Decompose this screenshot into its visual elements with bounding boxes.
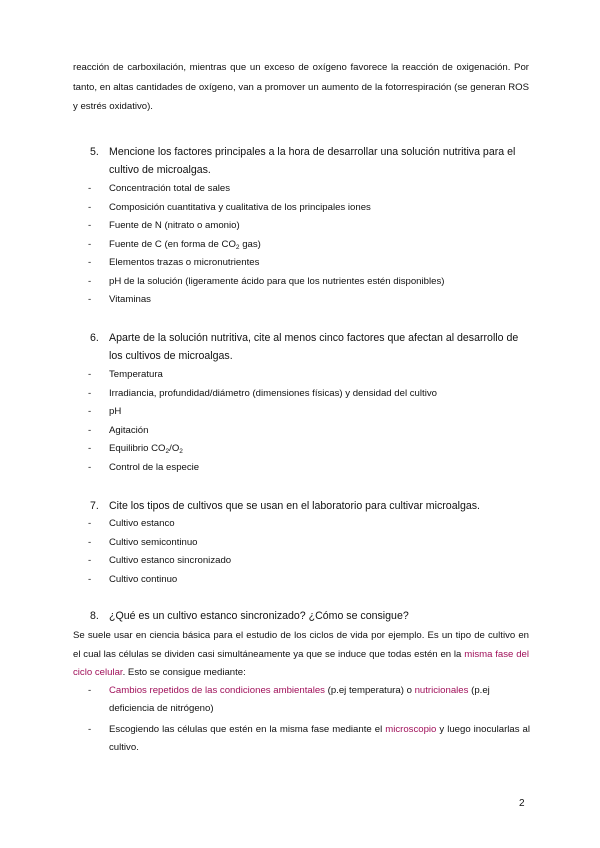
q6-list xyxy=(88,366,530,477)
list-item: - Temperatura xyxy=(88,369,163,380)
highlight-text: nutricionales xyxy=(414,685,469,696)
list-item: - Cultivo estanco xyxy=(88,518,175,529)
question-6 xyxy=(90,329,530,365)
question-8 xyxy=(90,607,530,625)
question-text: Mencione los factores principales a la hora de desarrollar una solución nutritiva para el cultivo de microalgas. xyxy=(109,146,516,176)
highlight-text: Cambios repetidos de las condiciones ambientales xyxy=(109,685,325,696)
list-item: - Equilibrio $CO_2/O_2$ xyxy=(88,443,183,455)
question-number: 5. xyxy=(90,146,99,158)
list-item: - Cultivo semicontinuo xyxy=(88,536,198,548)
list-item: - Cultivo estanco sincronizado xyxy=(88,555,232,566)
list-item: - Elementos trazas o micronutrientes xyxy=(88,257,260,268)
intro-paragraph: reacción de carboxilación, mientras que un exceso de oxígeno favorece la reacción de oxigenación. Por tanto, en altas cantidades de oxígeno, van a promover un aumento de la fotorrespiración (se generan ROS y estrés oxidativo). xyxy=(73,62,529,112)
list-item: - Escogiendo las células que estén en la misma fase mediante el microscopio y luego inocularlas al cultivo. xyxy=(88,724,530,753)
page-number: 2 xyxy=(519,798,525,809)
list-item: - Control de la especie xyxy=(88,461,200,473)
question-text: Aparte de la solución nutritiva, cite al menos cinco factores que afectan al desarrollo de los cultivos de microalgas. xyxy=(109,332,519,362)
list-item: - pH xyxy=(88,406,122,417)
list-item: - Cambios repetidos de las condiciones ambientales (p.ej temperatura) o nutricionales (p.ej deficiencia de nitrógeno) xyxy=(88,685,490,714)
list-item: - Vitaminas xyxy=(88,294,151,305)
question-7 xyxy=(90,497,530,515)
highlight-text: misma fase del ciclo celular xyxy=(73,648,530,678)
list-item: - Fuente de C (en forma de $CO_2$ gas) xyxy=(88,238,261,251)
q5-list xyxy=(88,180,530,310)
question-number: 6. xyxy=(90,332,99,344)
q8-answer: Se suele usar en ciencia básica para el estudio de los ciclos de vida por ejemplo. Es un tipo de cultivo en el cual las células se dividen casi simultáneamente ya que se induce que todas estén en la misma fase del ciclo celular. Esto se consigue mediante: xyxy=(73,630,530,678)
list-item: - Irradiancia, profundidad/diámetro (dimensiones físicas) y densidad del cultivo xyxy=(88,387,437,399)
question-number: 7. xyxy=(90,500,99,512)
list-item: - Concentración total de sales xyxy=(88,183,231,194)
question-5 xyxy=(90,143,530,179)
q7-list xyxy=(88,515,530,589)
list-item: - Composición cuantitativa y cualitativa de los principales iones xyxy=(88,201,371,213)
list-item: - Cultivo continuo xyxy=(88,573,178,585)
list-item: - Agitación xyxy=(88,424,149,436)
question-number: 8. xyxy=(90,610,99,622)
question-text: ¿Qué es un cultivo estanco sincronizado? ¿Cómo se consigue? xyxy=(109,610,409,622)
list-item: - pH de la solución (ligeramente ácido para que los nutrientes estén disponibles) xyxy=(88,275,445,287)
question-text: Cite los tipos de cultivos que se usan en el laboratorio para cultivar microalgas. xyxy=(109,500,480,512)
list-item: - Fuente de N (nitrato o amonio) xyxy=(88,220,240,231)
q8-methods xyxy=(88,682,530,756)
highlight-text: microscopio xyxy=(385,724,437,735)
